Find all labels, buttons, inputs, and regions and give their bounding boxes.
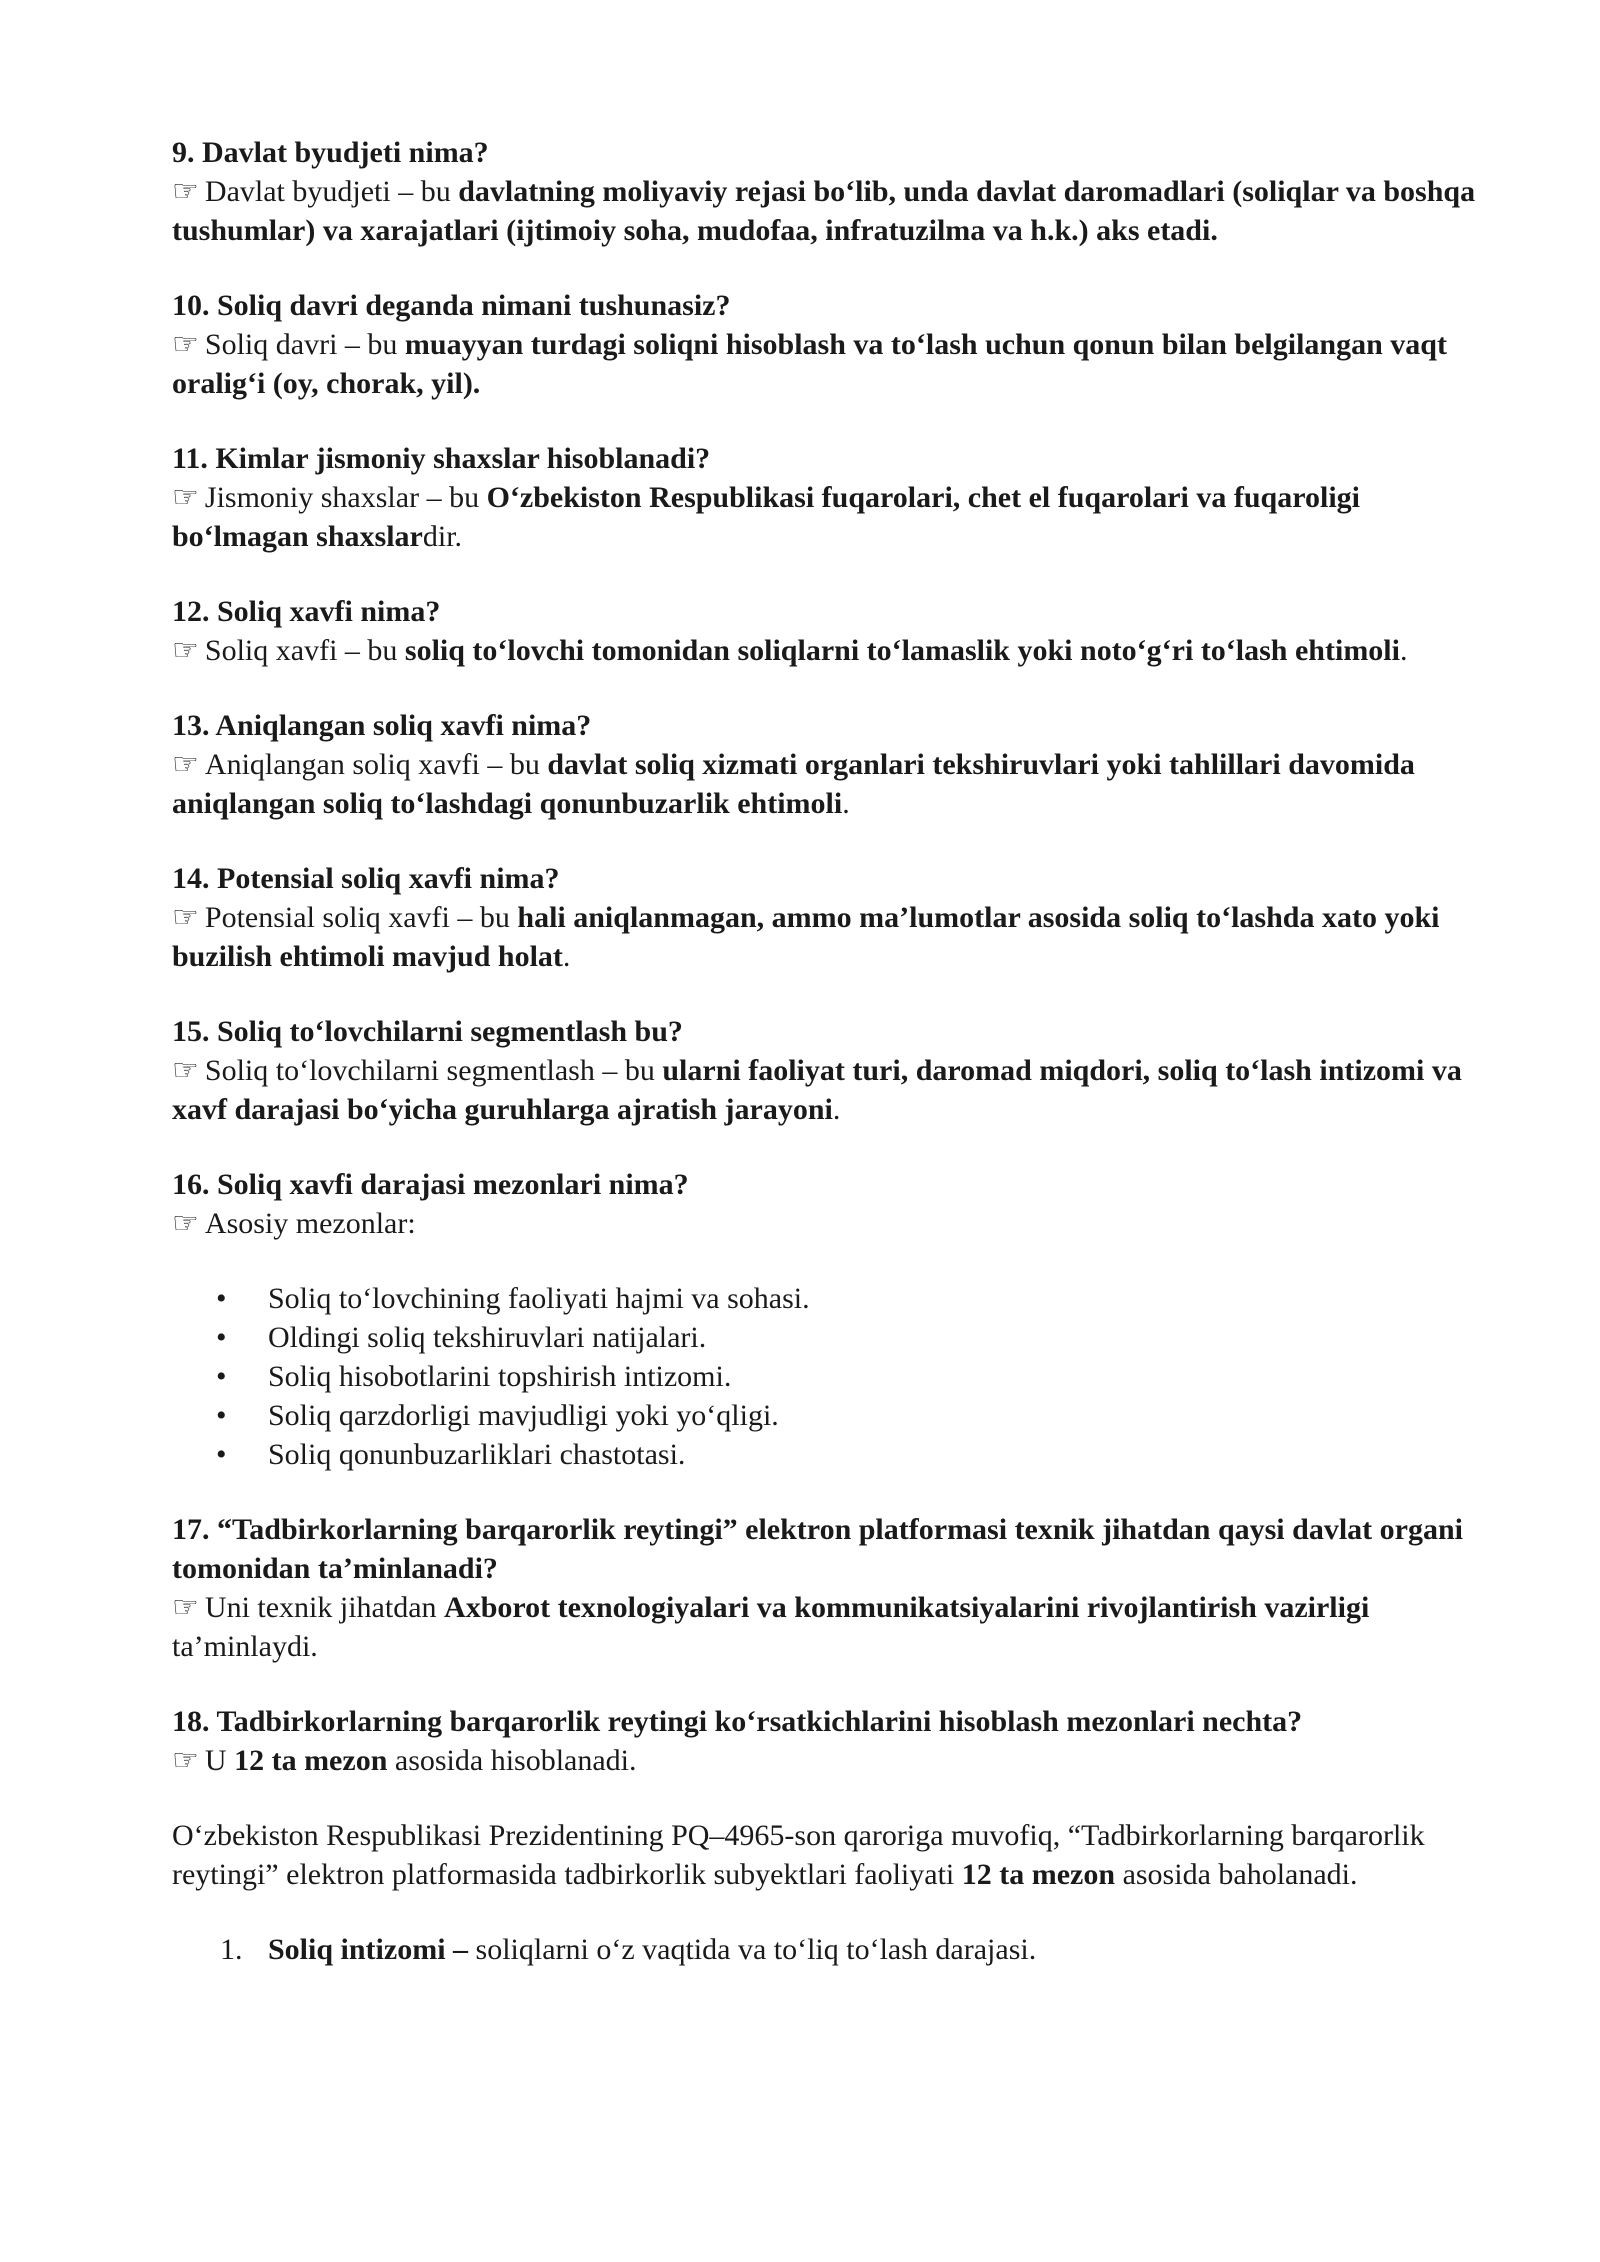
pointing-hand-icon: ☞ xyxy=(172,634,199,667)
list-item: • Soliq to‘lovchining faoliyati hajmi va sohasi. xyxy=(172,1279,1502,1318)
answer-17: ☞ Uni texnik jihatdan Axborot texnologiyalari va kommunikatsiyalarini rivojlantirish vazirligi ta’minlaydi. xyxy=(172,1588,1502,1666)
bullet-icon: • xyxy=(216,1282,227,1315)
pointing-hand-icon: ☞ xyxy=(172,748,199,781)
pointing-hand-icon: ☞ xyxy=(172,901,199,934)
criteria-bullet-list xyxy=(172,1279,1502,1474)
answer-14: ☞ Potensial soliq xavfi – bu hali aniqlanmagan, ammo ma’lumotlar asosida soliq to‘lashda xato yoki buzilish ehtimoli mavjud holat. xyxy=(172,898,1502,976)
list-item: • Soliq hisobotlarini topshirish intizomi. xyxy=(172,1357,1502,1396)
answer-16: ☞ Asosiy mezonlar: xyxy=(172,1204,1502,1243)
question-16: 16. Soliq xavfi darajasi mezonlari nima? xyxy=(172,1168,689,1201)
answer-13: ☞ Aniqlangan soliq xavfi – bu davlat soliq xizmati organlari tekshiruvlari yoki tahlillari davomida aniqlangan soliq to‘lashdagi qonunbuzarlik ehtimoli. xyxy=(172,745,1502,823)
pointing-hand-icon: ☞ xyxy=(172,481,199,514)
bullet-icon: • xyxy=(216,1360,227,1393)
answer-12: ☞ Soliq xavfi – bu soliq to‘lovchi tomonidan soliqlarni to‘lamaslik yoki noto‘g‘ri to‘lash ehtimoli. xyxy=(172,631,1502,670)
answer-9: ☞ Davlat byudjeti – bu davlatning moliyaviy rejasi bo‘lib, unda davlat daromadlari (soliqlar va boshqa tushumlar) va xarajatlari (ijtimoiy soha, mudofaa, infratuzilma va h.k.) aks etadi. xyxy=(172,172,1502,250)
question-15: 15. Soliq to‘lovchilarni segmentlash bu? xyxy=(172,1015,683,1048)
pointing-hand-icon: ☞ xyxy=(172,175,199,208)
question-11: 11. Kimlar jismoniy shaxslar hisoblanadi? xyxy=(172,442,711,475)
qa-item-13 xyxy=(172,706,1502,823)
answer-10: ☞ Soliq davri – bu muayyan turdagi soliqni hisoblash va to‘lash uchun qonun bilan belgilangan vaqt oralig‘i (oy, chorak, yil). xyxy=(172,325,1502,403)
criteria-numbered-list xyxy=(172,1930,1502,1969)
question-9: 9. Davlat byudjeti nima? xyxy=(172,136,489,169)
answer-15: ☞ Soliq to‘lovchilarni segmentlash – bu ularni faoliyat turi, daromad miqdori, soliq to‘lash intizomi va xavf darajasi bo‘yicha guruhlarga ajratish jarayoni. xyxy=(172,1051,1502,1129)
pointing-hand-icon: ☞ xyxy=(172,1591,199,1624)
answer-11: ☞ Jismoniy shaxslar – bu O‘zbekiston Respublikasi fuqarolari, chet el fuqarolari va fuqaroligi bo‘lmagan shaxslardir. xyxy=(172,478,1502,556)
bullet-icon: • xyxy=(216,1399,227,1432)
document-page xyxy=(172,133,1502,1969)
question-17: 17. “Tadbirkorlarning barqarorlik reytingi” elektron platformasi texnik jihatdan qaysi davlat organi tomonidan ta’minlanadi? xyxy=(172,1513,1463,1585)
pointing-hand-icon: ☞ xyxy=(172,1744,199,1777)
intro-paragraph: O‘zbekiston Respublikasi Prezidentining PQ–4965-son qaroriga muvofiq, “Tadbirkorlarning barqarorlik reytingi” elektron platformasida tadbirkorlik subyektlari faoliyati 12 ta mezon asosida baholanadi. xyxy=(172,1819,1425,1891)
answer-18: ☞ U 12 ta mezon asosida hisoblanadi. xyxy=(172,1741,1502,1780)
pointing-hand-icon: ☞ xyxy=(172,1054,199,1087)
question-12: 12. Soliq xavfi nima? xyxy=(172,595,441,628)
list-item: 1. Soliq intizomi – soliqlarni o‘z vaqtida va to‘liq to‘lash darajasi. xyxy=(220,1933,1037,1966)
qa-item-11 xyxy=(172,439,1502,556)
qa-item-15 xyxy=(172,1012,1502,1129)
bullet-icon: • xyxy=(216,1438,227,1471)
qa-item-10 xyxy=(172,286,1502,403)
pointing-hand-icon: ☞ xyxy=(172,328,199,361)
qa-item-17 xyxy=(172,1510,1502,1666)
question-18: 18. Tadbirkorlarning barqarorlik reytingi ko‘rsatkichlarini hisoblash mezonlari nechta? xyxy=(172,1705,1303,1738)
qa-item-18 xyxy=(172,1702,1502,1780)
list-item: • Soliq qonunbuzarliklari chastotasi. xyxy=(172,1435,1502,1474)
question-13: 13. Aniqlangan soliq xavfi nima? xyxy=(172,709,592,742)
question-14: 14. Potensial soliq xavfi nima? xyxy=(172,862,560,895)
list-item: • Oldingi soliq tekshiruvlari natijalari. xyxy=(172,1318,1502,1357)
qa-item-9 xyxy=(172,133,1502,250)
qa-item-14 xyxy=(172,859,1502,976)
bullet-icon: • xyxy=(216,1321,227,1354)
qa-item-12 xyxy=(172,592,1502,670)
qa-item-16 xyxy=(172,1165,1502,1474)
list-item: • Soliq qarzdorligi mavjudligi yoki yo‘qligi. xyxy=(172,1396,1502,1435)
question-10: 10. Soliq davri deganda nimani tushunasiz? xyxy=(172,289,731,322)
pointing-hand-icon: ☞ xyxy=(172,1207,199,1240)
